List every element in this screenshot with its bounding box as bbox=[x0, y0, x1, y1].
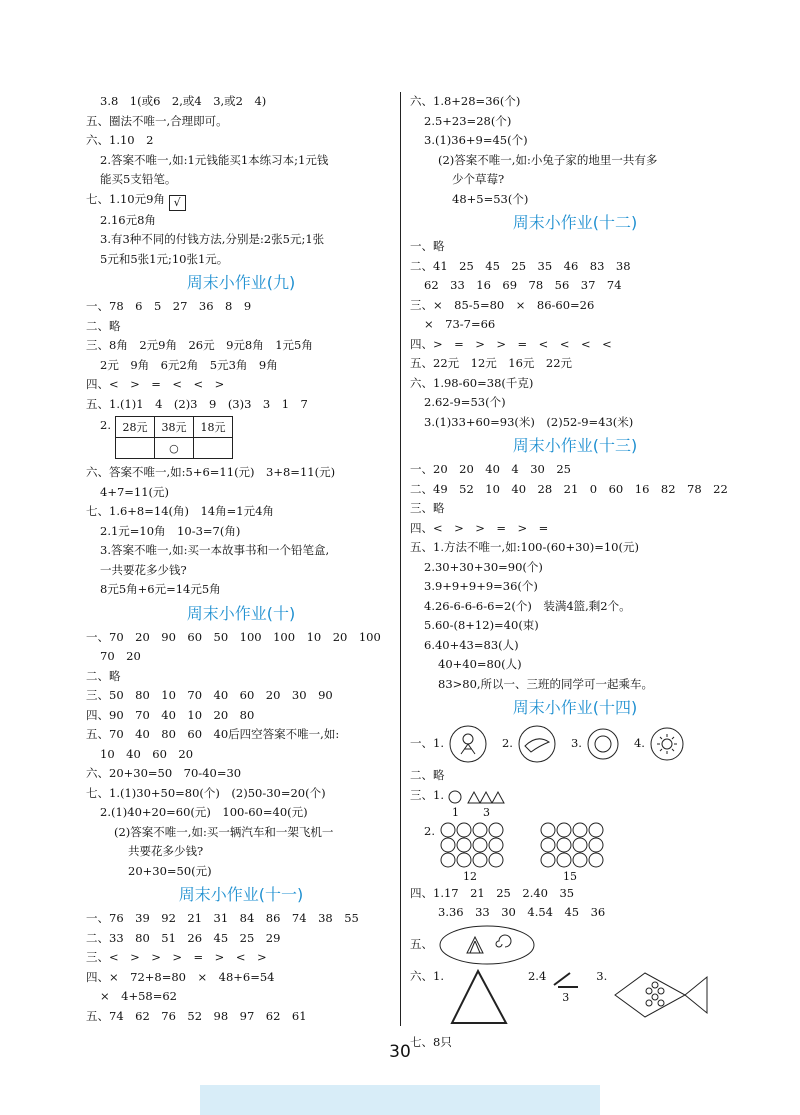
grid-circle bbox=[489, 853, 503, 867]
count-label: 1 bbox=[451, 805, 459, 819]
answer-text: 2. bbox=[501, 736, 513, 751]
column-divider bbox=[400, 92, 401, 1026]
grid-circle bbox=[557, 853, 571, 867]
answer-line: 5.60-(8+12)=40(束) bbox=[424, 618, 539, 632]
shells-in-oval-icon bbox=[437, 923, 537, 967]
answer-line: 5元和5张1元;10张1元。 bbox=[100, 251, 229, 266]
grid-circle bbox=[541, 838, 555, 852]
page-number: 30 bbox=[389, 1042, 411, 1062]
answer-line: 四、< > > = > = bbox=[410, 520, 549, 535]
answer-line: 七、1.6+8=14(角) 14角=1元4角 bbox=[86, 504, 274, 518]
section-heading: 周末小作业(十) bbox=[186, 603, 296, 623]
answer-line: 2.30+30+30=90(个) bbox=[424, 559, 543, 574]
answer-line: 五、74 62 76 52 98 97 62 61 bbox=[86, 1008, 307, 1023]
answer-line: 二、略 bbox=[86, 668, 121, 683]
answer-line: 二、33 80 51 26 45 25 29 bbox=[86, 930, 281, 945]
answer-line: 62 33 16 69 78 56 37 74 bbox=[424, 278, 622, 292]
answer-line: (2)答案不唯一,如:小兔子家的地里一共有多 bbox=[438, 152, 658, 167]
answer-line: 一、略 bbox=[410, 239, 445, 253]
circle-grid-12 bbox=[439, 822, 505, 884]
answer-text: 三、1. bbox=[410, 787, 444, 802]
answer-line: 3.(1)36+9=45(个) bbox=[424, 133, 528, 147]
monkey-picture-icon bbox=[448, 724, 488, 764]
answer-line: 四、90 70 40 10 20 80 bbox=[86, 707, 255, 722]
answer-line: 2.1元=10角 10-3=7(角) bbox=[100, 523, 241, 538]
answer-text: 3. bbox=[596, 968, 608, 983]
answer-line: 五、22元 12元 16元 22元 bbox=[410, 356, 573, 370]
grid-circle bbox=[573, 838, 587, 852]
count-label: 3 bbox=[562, 990, 570, 1004]
answer-text: 2. bbox=[424, 823, 435, 838]
answer-line: × 73-7=66 bbox=[424, 317, 496, 331]
answer-text: 一、1. bbox=[410, 736, 444, 751]
table-cell: 18元 bbox=[193, 417, 232, 438]
table-cell: 38元 bbox=[154, 417, 193, 438]
grid-circle bbox=[541, 823, 555, 837]
circle-and-triangles-icon bbox=[448, 788, 508, 808]
answer-line: 一共要花多少钱? bbox=[100, 562, 187, 577]
answer-line: 3.答案不唯一,如:买一本故事书和一个铅笔盒, bbox=[100, 543, 330, 557]
answer-line: 一、76 39 92 21 31 84 86 74 38 55 bbox=[86, 911, 359, 925]
answer-line: 五、1.方法不唯一,如:100-(60+30)=10(元) bbox=[410, 540, 639, 554]
circle-grid-icon bbox=[539, 822, 605, 870]
circle-grid-icon bbox=[439, 822, 505, 870]
sticks-icon bbox=[550, 967, 584, 991]
triangle-figure-icon bbox=[448, 967, 510, 1027]
answer-line: 六、答案不唯一,如:5+6=11(元) 3+8=11(元) bbox=[86, 465, 336, 479]
answer-line: 六、1.8+28=36(个) bbox=[410, 94, 521, 108]
answer-line: 6.40+43=83(人) bbox=[424, 637, 519, 652]
answer-text: 4. bbox=[633, 736, 645, 751]
section-heading: 周末小作业(十二) bbox=[512, 213, 638, 232]
answer-line: 2.答案不唯一,如:1元钱能买1本练习本;1元钱 bbox=[100, 152, 329, 167]
grid-circle bbox=[589, 823, 603, 837]
sticks-figure bbox=[550, 967, 584, 1011]
answer-text: 七、1.10元9角 bbox=[86, 191, 165, 206]
answer-line: 五、70 40 80 60 40后四空答案不唯一,如: bbox=[86, 727, 340, 741]
section-heading: 周末小作业(十四) bbox=[512, 698, 638, 717]
grid-circle bbox=[541, 853, 555, 867]
answer-line: 四、× 72+8=80 × 48+6=54 bbox=[86, 969, 275, 984]
answer-line: 少个草莓? bbox=[452, 172, 505, 186]
answer-line: 一、70 20 90 60 50 100 100 10 20 100 bbox=[86, 629, 381, 644]
answer-line: 共要花多少钱? bbox=[128, 844, 204, 858]
answer-line: 四、> = > > = < < < < bbox=[410, 336, 612, 351]
answer-line: 2.(1)40+20=60(元) 100-60=40(元) bbox=[100, 805, 308, 819]
section-heading: 周末小作业(十一) bbox=[178, 885, 304, 904]
grid-circle bbox=[557, 838, 571, 852]
count-label: 12 bbox=[462, 869, 477, 883]
circle-triangle-figure bbox=[448, 786, 508, 820]
answer-line: 六、1.10 2 bbox=[86, 133, 154, 147]
circle-grid-15 bbox=[539, 822, 605, 884]
sun-picture-icon bbox=[649, 726, 685, 762]
table-cell: ○ bbox=[154, 438, 193, 459]
grid-circle bbox=[557, 823, 571, 837]
price-table bbox=[115, 416, 233, 459]
shapes-row bbox=[410, 786, 740, 822]
checkmark-box: √ bbox=[169, 195, 186, 211]
count-label: 15 bbox=[562, 869, 577, 883]
grid-circle bbox=[473, 838, 487, 852]
answer-line: × 4+58=62 bbox=[100, 989, 177, 1003]
answer-text: 五、 bbox=[410, 936, 433, 951]
picture-answers-row bbox=[410, 722, 740, 766]
answer-line: 能买5支铅笔。 bbox=[100, 172, 177, 186]
answer-line: 4+7=11(元) bbox=[100, 484, 170, 499]
answer-line: 2.5+23=28(个) bbox=[424, 113, 512, 128]
grid-circle bbox=[573, 853, 587, 867]
answer-line: 一、78 6 5 27 36 8 9 bbox=[86, 299, 252, 313]
answer-line: 三、略 bbox=[410, 501, 445, 515]
table-cell bbox=[115, 438, 154, 459]
grid-circle bbox=[457, 853, 471, 867]
answer-line: 3.9+9+9+9=36(个) bbox=[424, 579, 538, 593]
grid-circle bbox=[441, 823, 455, 837]
shell-row bbox=[410, 923, 740, 967]
answer-line: 3.有3种不同的付钱方法,分别是:2张5元;1张 bbox=[100, 232, 325, 246]
answer-line: 70 20 bbox=[100, 649, 141, 663]
grid-circle bbox=[589, 838, 603, 852]
answer-line: 2元 9角 6元2角 5元3角 9角 bbox=[100, 357, 278, 372]
answer-line: 三、< > > > = > < > bbox=[86, 950, 267, 964]
answer-line: 七、1.(1)30+50=80(个) (2)50-30=20(个) bbox=[86, 785, 326, 800]
answer-text: 3. bbox=[570, 736, 582, 751]
answer-line: 一、20 20 40 4 30 25 bbox=[410, 462, 571, 476]
answer-line: 二、49 52 10 40 28 21 0 60 16 82 78 22 bbox=[410, 481, 728, 496]
answer-line: 三、8角 2元9角 26元 9元8角 1元5角 bbox=[86, 338, 313, 352]
answer-line: 4.26-6-6-6-6=2(个) 装满4篮,剩2个。 bbox=[424, 598, 631, 613]
ring-picture-icon bbox=[586, 727, 620, 761]
answer-line: 五、1.(1)1 4 (2)3 9 (3)3 3 1 7 bbox=[86, 396, 308, 411]
right-column bbox=[410, 92, 740, 1052]
footer-band bbox=[200, 1085, 600, 1115]
section-heading: 周末小作业(九) bbox=[186, 273, 296, 292]
answer-line: 三、50 80 10 70 40 60 20 30 90 bbox=[86, 688, 333, 702]
circle-grid-row bbox=[410, 822, 740, 884]
answer-text: 2.4 bbox=[527, 968, 547, 983]
answer-line: 四、1.17 21 25 2.40 35 bbox=[410, 885, 575, 900]
answer-line: 二、41 25 45 25 35 46 83 38 bbox=[410, 258, 631, 273]
count-label: 3 bbox=[482, 805, 490, 819]
grid-circle bbox=[441, 853, 455, 867]
grid-circle bbox=[473, 853, 487, 867]
answer-line bbox=[86, 190, 396, 211]
answer-line: 83>80,所以一、三班的同学可一起乘车。 bbox=[438, 676, 654, 691]
grid-circle bbox=[573, 823, 587, 837]
figure-row bbox=[410, 967, 740, 1033]
answer-line: 40+40=80(人) bbox=[438, 657, 522, 671]
answer-line: 二、略 bbox=[86, 318, 121, 333]
answer-line: 3.36 33 30 4.54 45 36 bbox=[438, 905, 606, 919]
grid-circle bbox=[457, 838, 471, 852]
answer-text: 六、1. bbox=[410, 968, 444, 983]
answer-line: 七、8只 bbox=[410, 1034, 452, 1049]
answer-line: 三、× 85-5=80 × 86-60=26 bbox=[410, 297, 595, 312]
answer-line: 10 40 60 20 bbox=[100, 746, 194, 761]
answer-line: 五、圈法不唯一,合理即可。 bbox=[86, 113, 228, 128]
answer-line: 48+5=53(个) bbox=[452, 191, 529, 206]
grid-circle bbox=[589, 853, 603, 867]
answer-line: 2.62-9=53(个) bbox=[424, 395, 506, 409]
answer-line: 2.16元8角 bbox=[100, 212, 156, 227]
grid-circle bbox=[489, 838, 503, 852]
answer-line: 3.8 1(或6 2,或4 3,或2 4) bbox=[100, 94, 267, 108]
answer-line: 六、20+30=50 70-40=30 bbox=[86, 766, 242, 780]
answer-line: 六、1.98-60=38(千克) bbox=[410, 375, 534, 390]
table-cell bbox=[193, 438, 232, 459]
grid-circle bbox=[457, 823, 471, 837]
bird-picture-icon bbox=[517, 724, 557, 764]
answer-text: 2. bbox=[100, 418, 111, 432]
answer-line: 20+30=50(元) bbox=[128, 863, 212, 878]
answer-line: 8元5角+6元=14元5角 bbox=[100, 582, 221, 596]
fish-figure-icon bbox=[611, 967, 711, 1023]
price-table-row bbox=[86, 416, 396, 459]
left-column bbox=[86, 92, 396, 1026]
table-cell: 28元 bbox=[115, 417, 154, 438]
answer-line: 四、< > = < < > bbox=[86, 377, 225, 391]
section-heading: 周末小作业(十三) bbox=[512, 436, 638, 455]
answer-line: 二、略 bbox=[410, 768, 445, 782]
grid-circle bbox=[441, 838, 455, 852]
answer-line: (2)答案不唯一,如:买一辆汽车和一架飞机一 bbox=[114, 824, 334, 839]
grid-circle bbox=[489, 823, 503, 837]
answer-line: 3.(1)33+60=93(米) (2)52-9=43(米) bbox=[424, 414, 634, 429]
grid-circle bbox=[473, 823, 487, 837]
